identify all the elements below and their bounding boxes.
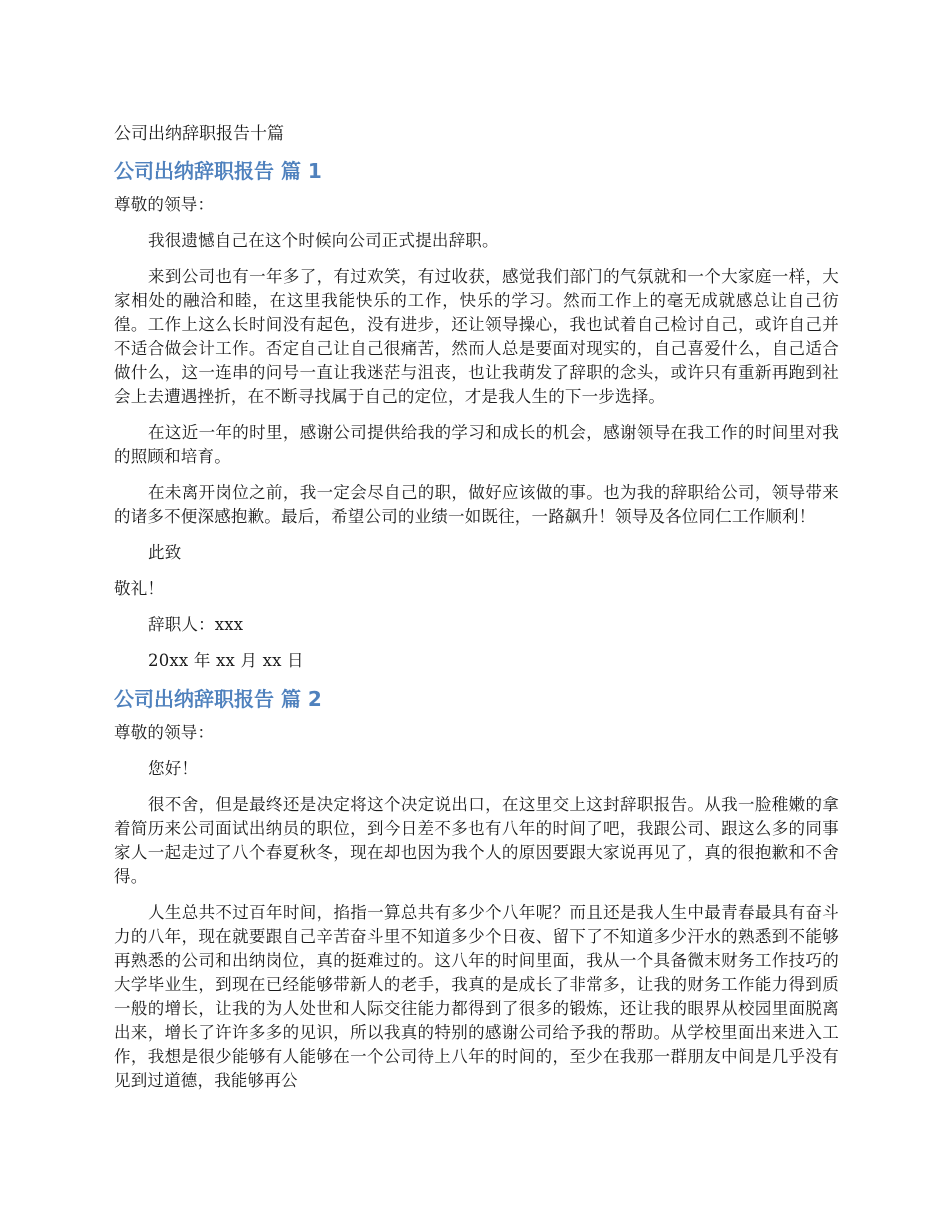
document-title: 公司出纳辞职报告十篇 [114,124,284,144]
signer-1: 辞职人：xxx [148,615,244,634]
paragraph-2-3: 人生总共不过百年时间，掐指一算总共有多少个八年呢？而且还是我人生中最青春最具有奋斗力的八年，现在就要跟自己辛苦奋斗里不知道多少个日夜、留下了不知道多少汗水的熟悉到不能够再熟悉的公司和出纳岗位，真的挺难过的。这八年的时间里面，我从一个具备微末财务工作技巧的大学毕业生，到现在已经能够带新人的老手，我真的是成长了非常多，让我的财务工作能力得到质一般的增长，让我的为人处世和人际交往能力都得到了很多的锻炼，还让我的眼界从校园里面脱离出来，增长了许许多多的见识，所以我真的特别的感谢公司给予我的帮助。从学校里面出来进入工作，我想是很少能够有人能够在一个公司待上八年的时间的，至少在我那一群朋友中间是几乎没有见到过道德，我能够再公 [114,903,839,1090]
date-1: 20xx 年 xx 月 xx 日 [148,651,304,670]
paragraph-1-1: 我很遗憾自己在这个时候向公司正式提出辞职。 [148,231,499,250]
salute-1: 敬礼！ [114,579,165,598]
document-page [114,121,839,1105]
greeting-2: 尊敬的领导： [114,723,215,742]
paragraph-1-4: 在未离开岗位之前，我一定会尽自己的职，做好应该做的事。也为我的辞职给公司，领导带来的诸多不便深感抱歉。最后，希望公司的业绩一如既往，一路飙升！领导及各位同仁工作顺利！ [114,483,839,526]
paragraph-2-2: 很不舍，但是最终还是决定将这个决定说出口，在这里交上这封辞职报告。从我一脸稚嫩的拿着简历来公司面试出纳员的职位，到今日差不多也有八年的时间了吧，我跟公司、跟这么多的同事家人一起走过了八个春夏秋冬，现在却也因为我个人的原因要跟大家说再见了，真的很抱歉和不舍得。 [114,795,839,886]
paragraph-1-2: 来到公司也有一年多了，有过欢笑，有过收获，感觉我们部门的气氛就和一个大家庭一样，大家相处的融洽和睦，在这里我能快乐的工作，快乐的学习。然而工作上的毫无成就感总让自己彷徨。工作上这么长时间没有起色，没有进步，还让领导操心，我也试着自己检讨自己，或许自己并不适合做会计工作。否定自己让自己很痛苦，然而人总是要面对现实的，自己喜爱什么，自己适合做什么，这一连串的问号一直让我迷茫与沮丧，也让我萌发了辞职的念头，或许只有重新再跑到社会上去遭遇挫折，在不断寻找属于自己的定位，才是我人生的下一步选择。 [114,267,839,406]
closing-1: 此致 [148,543,182,562]
section-heading-2: 公司出纳辞职报告 篇 2 [114,687,322,711]
paragraph-1-3: 在这近一年的时里，感谢公司提供给我的学习和成长的机会，感谢领导在我工作的时间里对我的照顾和培育。 [114,423,839,466]
paragraph-2-1: 您好！ [148,759,199,778]
greeting-1: 尊敬的领导： [114,195,215,214]
section-heading-1: 公司出纳辞职报告 篇 1 [114,159,322,183]
